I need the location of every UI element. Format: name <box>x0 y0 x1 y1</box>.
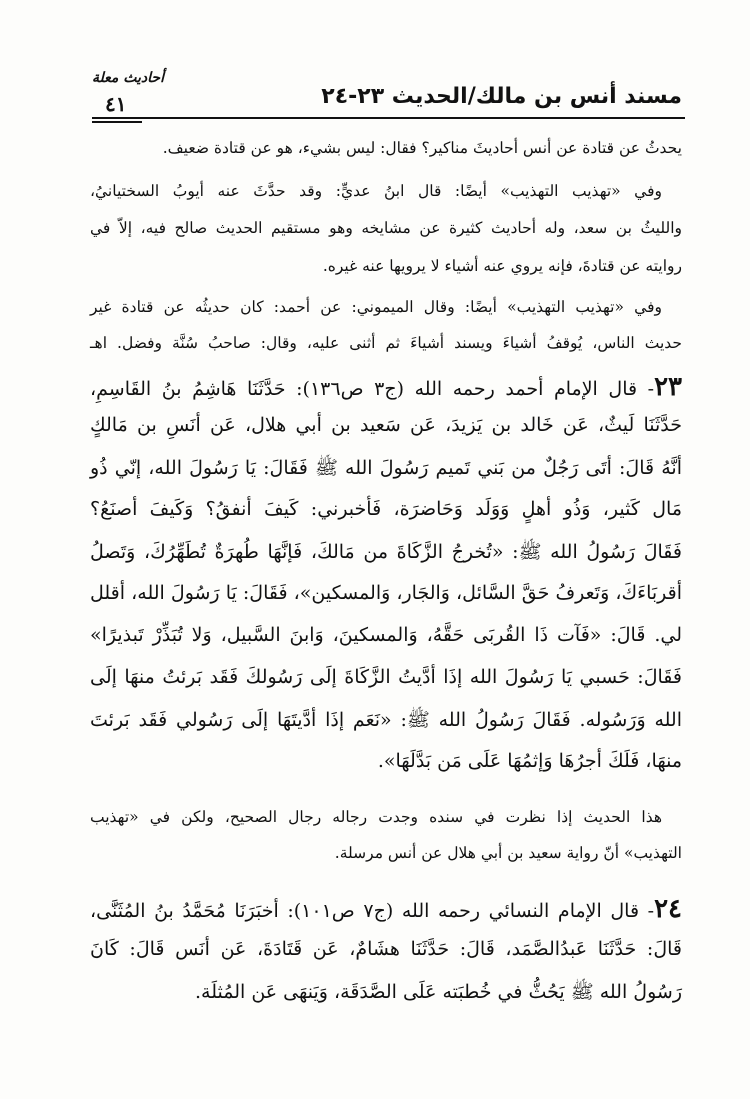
hadith-23-line-6: أقربَاءَكَ، وَتَعرفُ حَقَّ السَّائل، وَالجَار، وَالمسكين»، فَقَالَ: يَا رَسُولَ الله، أقلل <box>90 582 682 604</box>
intro-line-1: يحدثُ عن قتادة عن أنس أحاديثَ مناكير؟ فقال: ليس بشيء، هو عن قتادة ضعيف. <box>162 139 682 157</box>
intro-line-4: روايته عن قتادةَ، فإنه يروي عنه أشياء لا يرويها عنه غيره. <box>322 257 682 275</box>
intro-line-2: وفي «تهذيب التهذيب» أيضًا: قال ابنُ عديٍّ: وقد حدَّثَ عنه أيوبُ السختيانيُ، <box>90 182 662 200</box>
section-label: أحاديث معلة <box>92 70 164 86</box>
running-header-title: مسند أنس بن مالك/الحديث ٢٣-٢٤ <box>321 84 682 109</box>
hadith-23-comment-1: هذا الحديث إذا نظرت في سنده وجدت رجاله رجال الصحيح، ولكن في «تهذيب <box>90 808 662 826</box>
header-rule <box>92 117 685 119</box>
intro-line-6: حديث الناس، يُوقفُ أشياءَ ويسند أشياءَ ثم أثنى عليه، وقال: صاحبُ سُنَّة وفضل. اهـ <box>90 334 682 352</box>
hadith-24-line-1 <box>90 894 682 924</box>
hadith-23-comment-2: التهذيب» أنّ رواية سعيد بن أبي هلال عن أنس مرسلة. <box>334 844 682 862</box>
hadith-23-line-4: مَال كَثير، وَذُو أهلٍ وَوَلَد وَحَاضرَة، فَأخبرني: كَيفَ أنفقُ؟ وَكَيفَ أصنَعُ؟ <box>90 498 682 520</box>
hadith-23-line-2: حَدَّثَنَا لَيثٌ، عَن خَالد بن يَزيدَ، عَن سَعيد بن أبي هلال، عَن أنَسِ بن مَالكٍ <box>90 414 682 436</box>
hadith-24-line-2: قَالَ: حَدَّثَنَا عَبدُالصَّمَد، قَالَ: حَدَّثَنَا هشَامٌ، عَن قَتَادَةَ، عَن أنَس قَالَ: كَانَ <box>90 938 682 960</box>
hadith-23-line-9: الله وَرَسُوله. فَقَالَ رَسُولُ الله ﷺ: «نَعَم إذَا أدَّيتَهَا إلَى رَسُولي فَقَد بَرئتَ <box>90 709 682 731</box>
hadith-23-line-10: منهَا، فَلَكَ أجرُهَا وَإثمُهَا عَلَى مَن بَدَّلَهَا». <box>377 750 682 772</box>
hadith-24-text-1: - قال الإمام النسائي رحمه الله (ج٧ ص١٠١): أخبَرَنَا مُحَمَّدُ بنُ المُثَنَّى، <box>90 900 655 922</box>
hadith-24-number: ٢٤ <box>654 894 683 924</box>
hadith-23-line-3: أنَّهُ قَالَ: أتَى رَجُلٌ من بَني تَميم رَسُولَ الله ﷺ فَقَالَ: يَا رَسُولَ الله، إنّي ذُو <box>90 457 682 479</box>
intro-line-5: وفي «تهذيب التهذيب» أيضًا: وقال الميموني: عن أحمد: كان حديثُه عن قتادة غير <box>90 298 662 316</box>
hadith-24-line-3: رَسُولُ الله ﷺ يَحُثُّ في خُطبَته عَلَى الصَّدَقَة، وَيَنهَى عَن المُثلَة. <box>195 981 682 1003</box>
page-number: ٤١ <box>105 92 127 116</box>
hadith-23-line-8: فَقَالَ: حَسبي يَا رَسُولَ الله إذَا أدَّيتُ الزَّكَاةَ إلَى رَسُولكَ فَقَد بَرئتُ منهَا إلَى <box>90 666 682 688</box>
intro-line-3: والليثُ بن سعد، وله أحاديث كثيرة عن مشايخه وهو مستقيم الحديث صالح فيه، إلاّ في <box>90 219 682 237</box>
hadith-23-line-5: فَقَالَ رَسُولُ الله ﷺ: «تُخرجُ الزَّكَاةَ من مَالكَ، فَإنَّهَا طُهرَةٌ تُطَهِّرُكَ، وَتَصلُ <box>90 541 682 563</box>
hadith-23-text-1: - قال الإمام أحمد رحمه الله (ج٣ ص١٣٦): حَدَّثَنَا هَاشِمُ بنُ القَاسِمِ، <box>90 378 655 400</box>
header-rule-short <box>92 121 142 123</box>
hadith-23-number: ٢٣ <box>654 372 682 402</box>
hadith-23-line-7: لي. قَالَ: «فَآت ذَا القُربَى حَقَّهُ، وَالمسكينَ، وَابنَ السَّبيل، وَلا تُبَذِّرْ تَبذيرًا» <box>90 624 682 646</box>
hadith-23-line-1 <box>90 372 682 402</box>
